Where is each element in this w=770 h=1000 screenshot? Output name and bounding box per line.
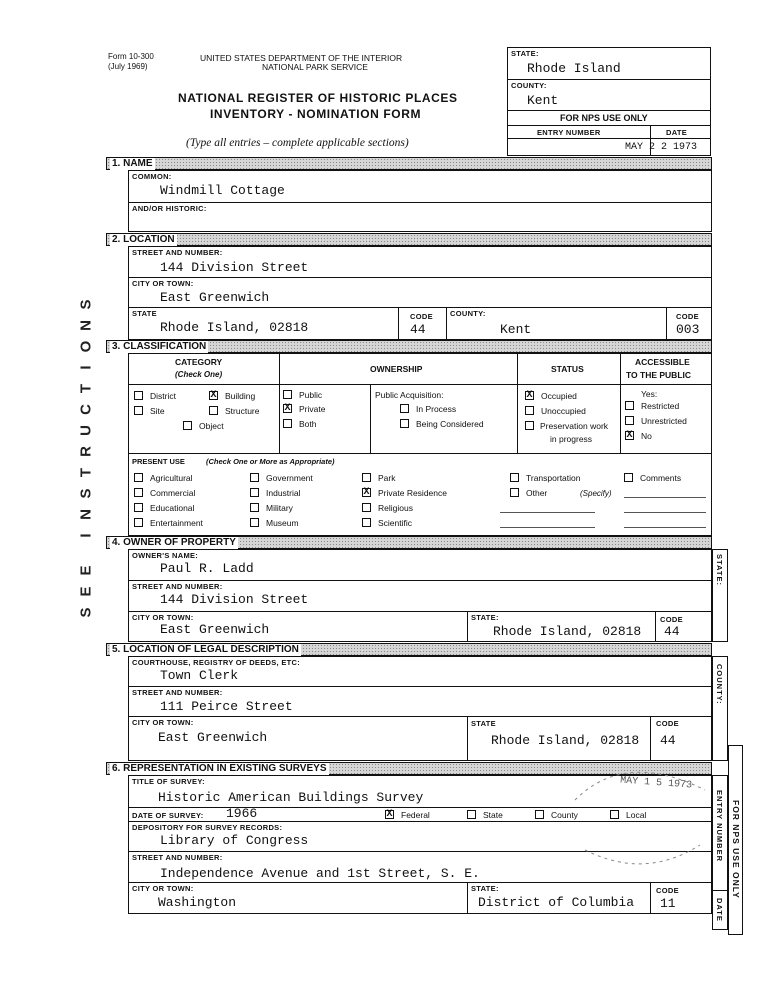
- location-state: Rhode Island, 02818: [160, 320, 309, 335]
- courthouse-label: COURTHOUSE, REGISTRY OF DEEDS, ETC:: [132, 658, 301, 667]
- survey-city-label: CITY OR TOWN:: [132, 884, 194, 893]
- survey-state: District of Columbia: [478, 895, 635, 910]
- use-label-comments: Comments: [640, 473, 682, 483]
- classification-box: [128, 353, 712, 536]
- legal-code-label: CODE: [656, 719, 679, 728]
- unoccupied-checkbox[interactable]: [525, 406, 534, 415]
- use-label-agricultural: Agricultural: [150, 473, 193, 483]
- location-code: 44: [410, 322, 426, 337]
- preservation-checkbox[interactable]: [525, 421, 534, 430]
- local-survey-label: Local: [626, 810, 647, 820]
- use-label-industrial: Industrial: [266, 488, 301, 498]
- side-letter: C: [77, 404, 95, 415]
- site-checkbox[interactable]: [134, 406, 143, 415]
- legal-street-label: STREET AND NUMBER:: [132, 688, 223, 697]
- survey-street-label: STREET AND NUMBER:: [132, 853, 223, 862]
- building-label: Building: [225, 391, 256, 401]
- form-subtitle: INVENTORY - NOMINATION FORM: [210, 107, 422, 121]
- legal-state-label: STATE: [471, 719, 496, 728]
- restricted-checkbox[interactable]: [625, 401, 634, 410]
- state-label: STATE: [132, 309, 157, 318]
- location-county: Kent: [500, 322, 532, 337]
- access-label-2: TO THE PUBLIC: [626, 370, 692, 380]
- entry-number-side-label: ENTRY NUMBER: [715, 790, 724, 863]
- federal-label: Federal: [401, 810, 430, 820]
- owner-side-label: STATE:: [715, 554, 724, 586]
- both-checkbox[interactable]: [283, 419, 292, 428]
- received-stamp-circle: [565, 760, 715, 880]
- section-2-header: 2. LOCATION: [106, 233, 712, 246]
- owner-state: Rhode Island, 02818: [493, 624, 642, 639]
- common-name: Windmill Cottage: [160, 183, 285, 198]
- use-checkbox-park[interactable]: [362, 473, 371, 482]
- county-survey-label: County: [551, 810, 578, 820]
- location-county-code: 003: [676, 322, 700, 337]
- county-label: COUNTY:: [511, 81, 547, 90]
- public-label: Public: [299, 390, 323, 400]
- side-letter: E: [77, 565, 95, 576]
- use-label-military: Military: [266, 503, 293, 513]
- owner-street: 144 Division Street: [160, 592, 309, 607]
- site-label: Site: [150, 406, 165, 416]
- form-number: Form 10-300: [108, 52, 154, 61]
- date-label: DATE: [666, 128, 688, 137]
- use-label-park: Park: [378, 473, 396, 483]
- use-checkbox-industrial[interactable]: [250, 488, 259, 497]
- preservation-label-1: Preservation work: [540, 421, 609, 431]
- owner-name: Paul R. Ladd: [160, 561, 254, 576]
- legal-code: 44: [660, 733, 676, 748]
- no-label: No: [641, 431, 652, 441]
- use-checkbox-commercial[interactable]: [134, 488, 143, 497]
- county-survey-checkbox[interactable]: [535, 810, 544, 819]
- use-label-religious: Religious: [378, 503, 413, 513]
- structure-checkbox[interactable]: [209, 406, 218, 415]
- name-box: [128, 170, 712, 232]
- nps-use-label: FOR NPS USE ONLY: [560, 113, 648, 123]
- use-label-other: Other: [526, 488, 548, 498]
- nps-use-side-label: FOR NPS USE ONLY: [731, 800, 741, 899]
- side-letter: E: [77, 586, 95, 597]
- being-considered-label: Being Considered: [416, 419, 484, 429]
- district-label: District: [150, 391, 176, 401]
- legal-street: 111 Peirce Street: [160, 699, 293, 714]
- use-label-educational: Educational: [150, 503, 195, 513]
- category-sub: (Check One): [175, 370, 223, 379]
- structure-label: Structure: [225, 406, 260, 416]
- use-checkbox-government[interactable]: [250, 473, 259, 482]
- both-label: Both: [299, 419, 317, 429]
- historic-label: AND/OR HISTORIC:: [132, 204, 207, 213]
- survey-title-label: TITLE OF SURVEY:: [132, 777, 205, 786]
- depository-label: DEPOSITORY FOR SURVEY RECORDS:: [132, 823, 283, 832]
- section-5-header: 5. LOCATION OF LEGAL DESCRIPTION: [106, 643, 712, 656]
- use-checkbox-educational[interactable]: [134, 503, 143, 512]
- side-letter: N: [77, 320, 95, 331]
- side-letter: S: [77, 607, 95, 618]
- side-letter: I: [77, 533, 95, 538]
- side-letter: T: [77, 467, 95, 478]
- use-label-museum: Museum: [266, 518, 299, 528]
- legal-side-label: COUNTY:: [715, 664, 724, 705]
- use-label-entertainment: Entertainment: [150, 518, 203, 528]
- section-4-header: 4. OWNER OF PROPERTY: [106, 536, 712, 549]
- present-use-sub: (Check One or More as Appropriate): [206, 457, 335, 466]
- being-considered-checkbox[interactable]: [400, 419, 409, 428]
- state-label: STATE:: [511, 49, 539, 58]
- side-letter: I: [77, 365, 95, 370]
- side-letter: N: [77, 509, 95, 520]
- private-label: Private: [299, 404, 326, 414]
- location-street: 144 Division Street: [160, 260, 309, 275]
- survey-date-label: DATE OF SURVEY:: [132, 811, 204, 820]
- legal-city: East Greenwich: [158, 730, 268, 745]
- object-checkbox[interactable]: [183, 421, 192, 430]
- use-checkbox-other[interactable]: [510, 488, 519, 497]
- header-state: Rhode Island: [527, 61, 621, 76]
- state-survey-checkbox[interactable]: [467, 810, 476, 819]
- legal-city-label: CITY OR TOWN:: [132, 718, 194, 727]
- received-date-stamp: MAY 2 2 1973: [625, 142, 698, 153]
- received-stamp: MAY 1 5 1973: [619, 775, 693, 792]
- owner-street-label: STREET AND NUMBER:: [132, 582, 223, 591]
- section-3-header: 3. CLASSIFICATION: [106, 340, 712, 353]
- side-letter: S: [77, 488, 95, 499]
- preservation-label-2: in progress: [550, 434, 593, 444]
- street-label: STREET AND NUMBER:: [132, 248, 223, 257]
- section-1-header: 1. NAME: [106, 157, 712, 170]
- yes-label: Yes:: [641, 389, 658, 399]
- owner-name-label: OWNER'S NAME:: [132, 551, 199, 560]
- private-checkbox[interactable]: X: [284, 403, 291, 414]
- use-checkbox-transportation[interactable]: [510, 473, 519, 482]
- owner-code-label: CODE: [660, 615, 683, 624]
- survey-state-label: STATE:: [471, 884, 499, 893]
- use-label-transportation: Transportation: [526, 473, 581, 483]
- use-label-private-residence: Private Residence: [378, 488, 447, 498]
- federal-checkbox[interactable]: X: [386, 809, 393, 820]
- object-label: Object: [199, 421, 224, 431]
- common-label: COMMON:: [132, 172, 172, 181]
- survey-code-label: CODE: [656, 886, 679, 895]
- use-checkbox-religious[interactable]: [362, 503, 371, 512]
- use-label-commercial: Commercial: [150, 488, 196, 498]
- legal-state: Rhode Island, 02818: [491, 733, 640, 748]
- courthouse: Town Clerk: [160, 668, 239, 683]
- entry-number-label: ENTRY NUMBER: [537, 128, 601, 137]
- district-checkbox[interactable]: [134, 391, 143, 400]
- code2-label: CODE: [676, 312, 699, 321]
- occupied-label: Occupied: [541, 391, 577, 401]
- side-letter: U: [77, 425, 95, 436]
- survey-code: 11: [660, 896, 676, 911]
- public-acquisition-label: Public Acquisition:: [375, 390, 444, 400]
- building-checkbox[interactable]: X: [210, 390, 217, 401]
- depository: Library of Congress: [160, 833, 309, 848]
- ownership-label: OWNERSHIP: [370, 364, 423, 374]
- restricted-label: Restricted: [641, 401, 680, 411]
- use-checkbox-entertainment[interactable]: [134, 518, 143, 527]
- unrestricted-checkbox[interactable]: [625, 416, 634, 425]
- county-label: COUNTY:: [450, 309, 486, 318]
- status-label: STATUS: [551, 364, 584, 374]
- use-checkbox-private-residence[interactable]: X: [363, 487, 370, 498]
- survey-date: 1966: [226, 806, 258, 821]
- survey-street: Independence Avenue and 1st Street, S. E.: [160, 866, 480, 881]
- side-letter: S: [77, 299, 95, 310]
- use-checkbox-museum[interactable]: [250, 518, 259, 527]
- code-label: CODE: [410, 312, 433, 321]
- use-checkbox-military[interactable]: [250, 503, 259, 512]
- use-label-scientific: Scientific: [378, 518, 413, 528]
- owner-state-label: STATE:: [471, 613, 499, 622]
- state-survey-label: State: [483, 810, 503, 820]
- owner-city: East Greenwich: [160, 622, 270, 637]
- service: NATIONAL PARK SERVICE: [262, 62, 368, 72]
- form-title: NATIONAL REGISTER OF HISTORIC PLACES: [178, 91, 458, 105]
- in-process-label: In Process: [416, 404, 457, 414]
- no-checkbox[interactable]: X: [626, 430, 633, 441]
- section-6-header: 6. REPRESENTATION IN EXISTING SURVEYS: [106, 762, 712, 775]
- location-city: East Greenwich: [160, 290, 270, 305]
- access-label-1: ACCESSIBLE: [635, 357, 690, 367]
- city-label: CITY OR TOWN:: [132, 279, 194, 288]
- date-side-label: DATE: [715, 898, 724, 922]
- use-label-government: Government: [266, 473, 313, 483]
- owner-city-label: CITY OR TOWN:: [132, 613, 194, 622]
- present-use-label: PRESENT USE: [132, 457, 185, 466]
- header-county: Kent: [527, 93, 559, 108]
- side-letter: O: [77, 340, 95, 353]
- survey-title: Historic American Buildings Survey: [158, 790, 424, 805]
- use-checkbox-scientific[interactable]: [362, 518, 371, 527]
- side-letter: R: [77, 446, 95, 457]
- use-checkbox-comments[interactable]: [624, 473, 633, 482]
- unrestricted-label: Unrestricted: [641, 416, 687, 426]
- other-specify-label: (Specify): [580, 489, 612, 498]
- instructions: (Type all entries – complete applicable sections): [186, 137, 409, 149]
- owner-code: 44: [664, 624, 680, 639]
- side-letter: T: [77, 383, 95, 394]
- unoccupied-label: Unoccupied: [541, 406, 586, 416]
- survey-city: Washington: [158, 895, 237, 910]
- use-checkbox-agricultural[interactable]: [134, 473, 143, 482]
- in-process-checkbox[interactable]: [400, 404, 409, 413]
- public-checkbox[interactable]: [283, 390, 292, 399]
- occupied-checkbox[interactable]: X: [526, 390, 533, 401]
- category-label: CATEGORY: [175, 357, 223, 367]
- form-date: (July 1969): [108, 62, 148, 71]
- department: UNITED STATES DEPARTMENT OF THE INTERIOR: [200, 53, 403, 63]
